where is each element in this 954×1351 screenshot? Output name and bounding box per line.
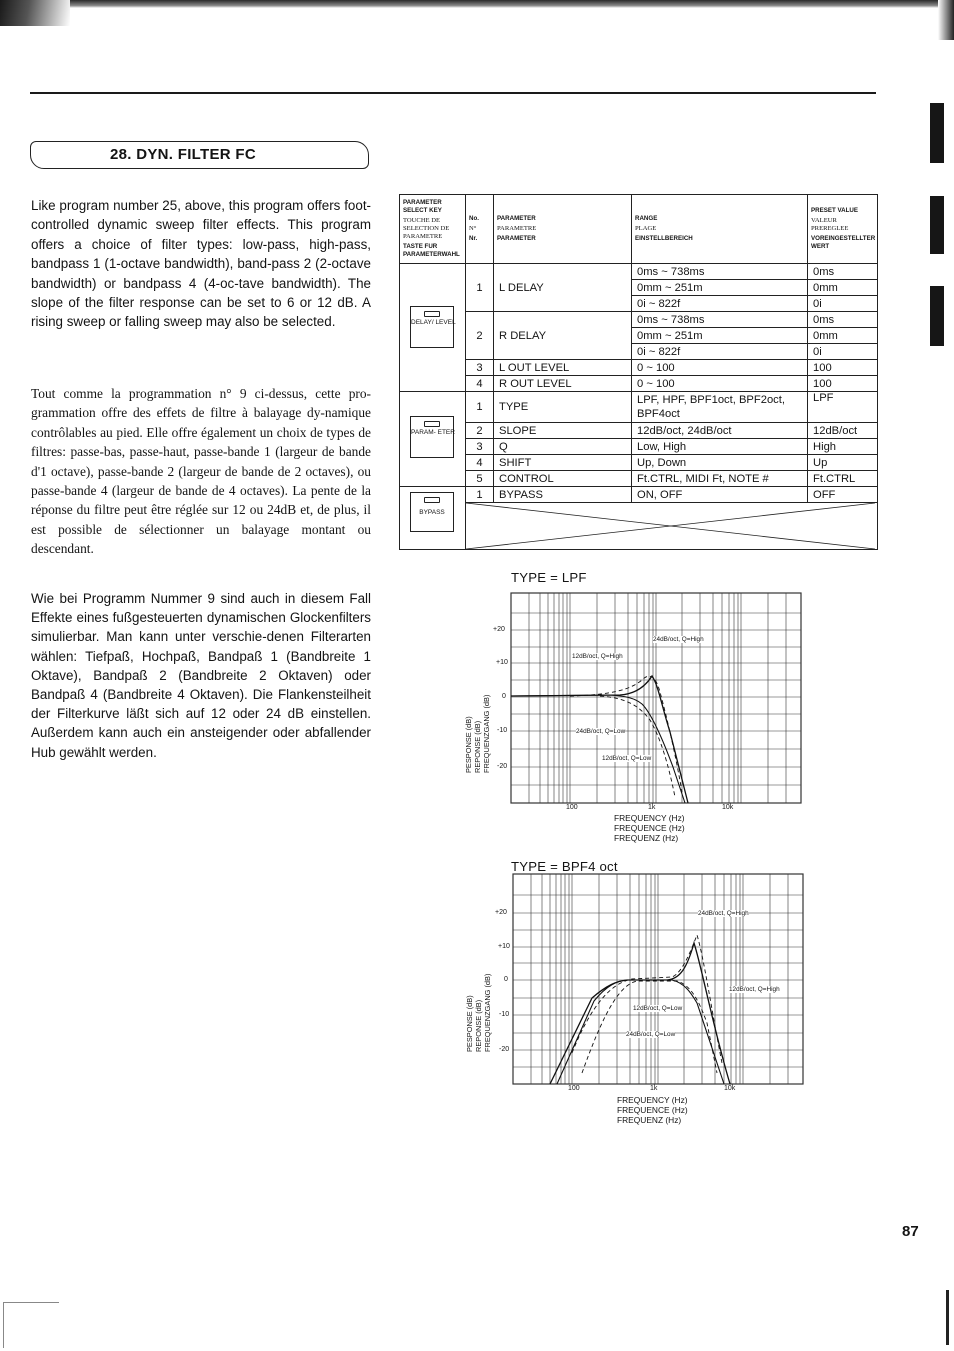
graph-lpf-grid (511, 593, 801, 803)
section-number: 28. (110, 146, 132, 163)
bpf-xlabel: FREQUENCY (Hz) FREQUENCE (Hz) FREQUENZ (Hz) (617, 1095, 688, 1125)
bpf-xtick: 10k (724, 1085, 736, 1092)
page-number: 87 (902, 1223, 919, 1240)
graph-bpf (512, 873, 804, 1085)
bpf-ytick: -10 (499, 1011, 510, 1018)
bpf-curve-12-low (582, 981, 717, 1073)
thumb-tab (930, 103, 944, 163)
bpf-label-24-low: 24dB/oct, Q=Low (626, 1031, 676, 1038)
lpf-label-24-low: 24dB/oct, Q=Low (576, 728, 626, 735)
bpf-curve-12-high (572, 935, 722, 1063)
bpf-ytick: +20 (495, 909, 507, 916)
parameter-table (399, 194, 878, 550)
scan-edge-top (0, 0, 954, 8)
table-row: BYPASS 1 BYPASS ON, OFF OFF (400, 487, 878, 503)
table-row: 2 R DELAY 0ms ~ 738ms 0ms (400, 312, 878, 328)
thumb-tab (930, 286, 944, 346)
header-rule (30, 92, 876, 94)
crossed-lines (466, 503, 875, 549)
key-slot-icon (424, 497, 440, 503)
scan-corner (0, 0, 70, 26)
bpf-ytick: 0 (504, 976, 508, 983)
table-row: 5 CONTROL Ft.CTRL, MIDI Ft, NOTE # Ft.CTRL (400, 471, 878, 487)
delay-level-key: DELAY/ LEVEL (410, 306, 454, 348)
lpf-label-12-low: 12dB/oct, Q=Low (602, 755, 652, 762)
header-range: RANGE PLAGE EINSTELLBEREICH (632, 195, 808, 264)
lpf-xlabel: FREQUENCY (Hz) FREQUENCE (Hz) FREQUENZ (Hz) (614, 813, 685, 843)
table-row: DELAY/ LEVEL 1 L DELAY 0ms ~ 738ms 0ms (400, 264, 878, 280)
key-slot-icon (424, 421, 440, 427)
table-row: 0mm ~ 251m 0mm (400, 280, 878, 296)
paragraph-french: Tout comme la programmation n° 9 ci-dessus, cette pro-grammation offre des effets de filtre à balayage dy-namique contrôlables au pied. Elle offre également un choix de types de filtres: passe-bas, passe-haut, passe-bande 1 (largeur de bande d'1 octave), passe-bande 2 (largeur de bande de 2 octaves), ou passe-bande 4 (largeur de bande de 4 octaves). La pente de la réponse du filtre peut être réglée sur 12 ou 24dB et, de plus, il est possible de sélectionner un balayage montant ou descendant. (31, 386, 371, 557)
bypass-key: BYPASS (410, 492, 454, 532)
lpf-ytick: -10 (497, 727, 508, 734)
lpf-xtick: 100 (566, 804, 578, 811)
paragraph-english: Like program number 25, above, this program offers foot-controlled dynamic sweep filter effects. This program offers a choice of filter types: low-pass, high-pass, bandpass 1 (1-octave bandwidth), band-pass 2 (2-octave bandwidth) or bandpass 4 (4-oc-tave bandwidth). The slope of the filter response can be set to 6 or 12 dB. A rising sweep or falling sweep may also be selected. (31, 198, 371, 330)
table-row: 3 L OUT LEVEL 0 ~ 100 100 (400, 360, 878, 376)
lpf-ytick: -20 (497, 763, 508, 770)
key-slot-icon (424, 311, 440, 317)
bpf-ytick: -20 (499, 1046, 510, 1053)
graph-bpf-grid (513, 874, 803, 1084)
header-no: No. N° Nr. (466, 195, 494, 264)
bpf-xtick: 1k (650, 1085, 658, 1092)
lpf-ytick: +20 (493, 626, 505, 633)
scan-frame (3, 1302, 59, 1348)
table-row: PARAM- ETER 1 TYPE LPF, HPF, BPF1oct, BPF2oct, BPF4oct LPF (400, 392, 878, 423)
header-key: PARAMETER SELECT KEY TOUCHE DE SELECTION DE PARAMETRE TASTE FUR PARAMETERWAHL (400, 195, 466, 264)
section-name: DYN. FILTER FC (136, 146, 256, 163)
table-row: 3 Q Low, High High (400, 439, 878, 455)
key-bypass (400, 487, 466, 550)
parameter-key: PARAM- ETER (410, 416, 454, 458)
lpf-ytick: 0 (502, 693, 506, 700)
bpf-label-12-low: 12dB/oct, Q=Low (633, 1005, 683, 1012)
table-header-row (400, 195, 878, 264)
graph-lpf-title: TYPE = LPF (511, 570, 587, 585)
header-preset: PRESET VALUE VALEUR PREREGLEE VOREINGESTELLTER WERT (808, 195, 878, 264)
graph-bpf-title: TYPE = BPF4 oct (511, 859, 618, 874)
table-row: 0i ~ 822f 0i (400, 344, 878, 360)
bpf-ytick: +10 (498, 943, 510, 950)
bpf-ylabel: PESPONSE (dB) REPONSE (dB) FREQUENZGANG (dB) (465, 973, 492, 1052)
table-row: 4 R OUT LEVEL 0 ~ 100 100 (400, 376, 878, 392)
lpf-ytick: +10 (496, 659, 508, 666)
bpf-label-24-high: 24dB/oct, Q=High (698, 910, 749, 917)
section-title (110, 146, 256, 163)
paragraph-german: Wie bei Programm Nummer 9 sind auch in diesem Fall Effekte eines fußgesteuerten dynamischen Glockenfilters simulierbar. Man kann unter verschie-denen Filterarten wählen: Tiefpaß, Hochpaß, Bandpaß 1 (Bandbreite 1 Oktave), Bandpaß 2 (Bandbreite 2 Oktaven) oder Bandpaß 4 (Bandbreite 4 Oktaven). Die Flankensteilheit der Filterkurve läßt sich auf 12 oder 24 dB einstellen. Außerdem kann auch ein ansteigender oder abfallender Hub gewählt werden. (31, 591, 371, 760)
table-row: 4 SHIFT Up, Down Up (400, 455, 878, 471)
thumb-tab (930, 196, 944, 254)
table-row-empty (400, 503, 878, 550)
lpf-xtick: 10k (722, 804, 734, 811)
key-parameter (400, 392, 466, 487)
bpf-xtick: 100 (568, 1085, 580, 1092)
table-row: 0i ~ 822f 0i (400, 296, 878, 312)
empty-cell (466, 503, 878, 550)
key-delay-level (400, 264, 466, 392)
table-row: 2 SLOPE 12dB/oct, 24dB/oct 12dB/oct (400, 423, 878, 439)
table-row: 0mm ~ 251m 0mm (400, 328, 878, 344)
graph-lpf (510, 592, 802, 804)
lpf-xtick: 1k (648, 804, 656, 811)
bpf-curve-24-high (550, 943, 730, 1084)
scan-edge-right (938, 0, 954, 40)
lpf-ylabel: PESPONSE (dB) REPONSE (dB) FREQUENZGANG (dB) (464, 694, 491, 773)
bpf-label-12-high: 12dB/oct, Q=High (729, 986, 780, 993)
lpf-label-24-high: 24dB/oct, Q=High (653, 636, 704, 643)
header-parameter: PARAMETER PARAMETRE PARAMETER (494, 195, 632, 264)
scan-edge (946, 1290, 949, 1345)
lpf-label-12-high: 12dB/oct, Q=High (572, 653, 623, 660)
